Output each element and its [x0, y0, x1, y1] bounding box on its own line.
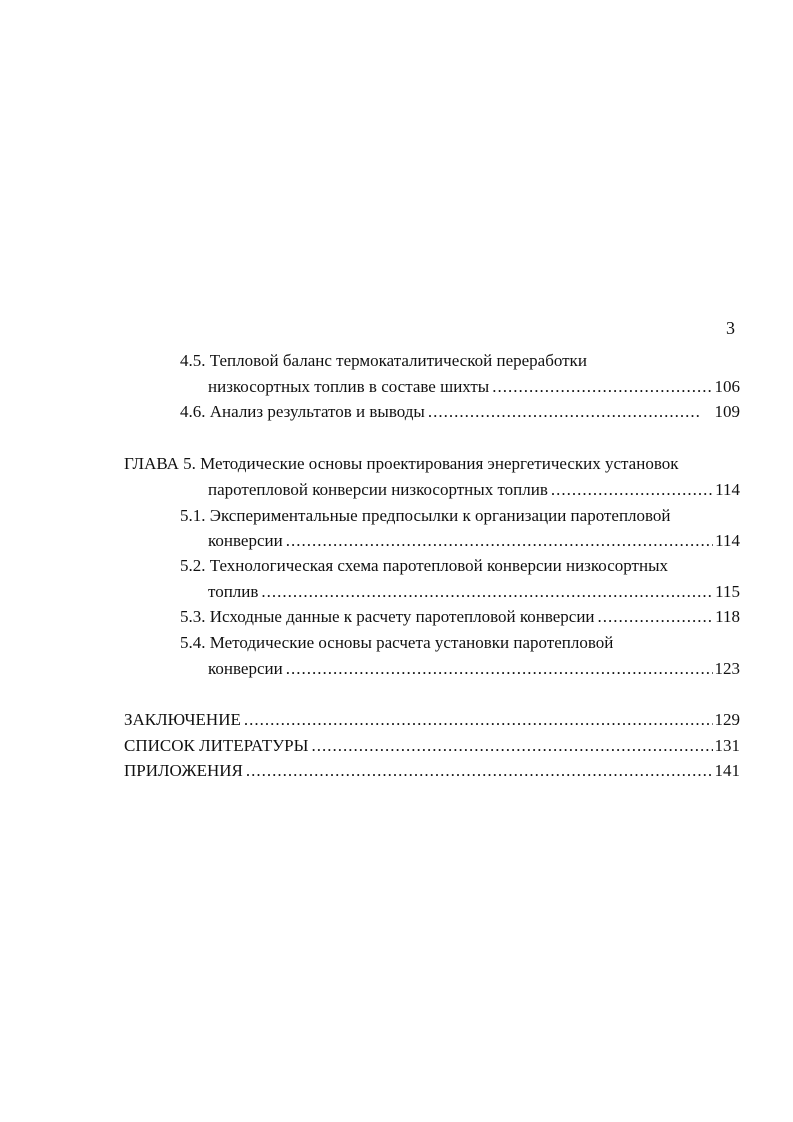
- toc-leader-dots: [246, 761, 713, 781]
- toc-entry-5-3: [180, 607, 740, 627]
- toc-leader-dots: [244, 710, 713, 730]
- toc-5-3-title: 5.3. Исходные данные к расчету паротепловой конверсии: [180, 607, 595, 626]
- toc-4-5-title-line2: низкосортных топлив в составе шихты: [208, 377, 490, 396]
- toc-entry-4-6: [180, 402, 740, 422]
- toc-5-4-title-line2: конверсии: [208, 659, 283, 678]
- toc-5-4-page: 123: [714, 659, 740, 678]
- toc-4-5-title-line1: 4.5. Тепловой баланс термокаталитической переработки: [180, 351, 587, 370]
- toc-entry-5-2: [208, 582, 740, 602]
- toc-entry-4-5: [208, 377, 740, 397]
- toc-references-title: СПИСОК ЛИТЕРАТУРЫ: [124, 736, 309, 755]
- toc-entry-ch5: [208, 480, 740, 500]
- toc-5-2-title-line2: топлив: [208, 582, 259, 601]
- toc-entry-5-4: [208, 659, 740, 679]
- toc-4-6-page: 109: [714, 402, 740, 421]
- toc-conclusion-page: 129: [714, 710, 740, 729]
- toc-conclusion-title: ЗАКЛЮЧЕНИЕ: [124, 710, 241, 729]
- toc-entry-conclusion: [124, 710, 740, 730]
- toc-5-2-title-line1: 5.2. Технологическая схема паротепловой конверсии низкосортных: [180, 556, 668, 575]
- toc-5-2-page: 115: [715, 582, 740, 601]
- toc-leader-dots: [551, 480, 713, 500]
- page-number: 3: [726, 318, 735, 338]
- toc-ch5-title-line1: ГЛАВА 5. Методические основы проектирования энергетических установок: [124, 454, 679, 473]
- toc-5-1-title-line1: 5.1. Экспериментальные предпосылки к организации паротепловой: [180, 506, 671, 525]
- toc-leader-dots: [286, 659, 713, 679]
- toc-ch5-title-line2: паротепловой конверсии низкосортных топлив: [208, 480, 548, 499]
- toc-entry-appendices: [124, 761, 740, 781]
- toc-5-1-page: 114: [715, 531, 740, 550]
- toc-4-5-page: 106: [714, 377, 740, 396]
- toc-entry-references: [124, 736, 740, 756]
- toc-leader-dots: [261, 582, 713, 602]
- toc-references-page: 131: [714, 736, 740, 755]
- toc-leader-dots: [428, 402, 701, 422]
- toc-5-4-title-line1: 5.4. Методические основы расчета установки паротепловой: [180, 633, 614, 652]
- toc-5-3-page: 118: [715, 607, 740, 626]
- toc-leader-dots: [286, 531, 713, 551]
- toc-leader-dots: [492, 377, 712, 397]
- toc-leader-dots: [311, 736, 712, 756]
- toc-entry-5-1: [208, 531, 740, 551]
- toc-appendices-page: 141: [714, 761, 740, 780]
- toc-5-1-title-line2: конверсии: [208, 531, 283, 550]
- toc-leader-dots: [598, 607, 714, 627]
- toc-4-6-title: 4.6. Анализ результатов и выводы: [180, 402, 425, 421]
- toc-ch5-page: 114: [715, 480, 740, 499]
- toc-appendices-title: ПРИЛОЖЕНИЯ: [124, 761, 243, 780]
